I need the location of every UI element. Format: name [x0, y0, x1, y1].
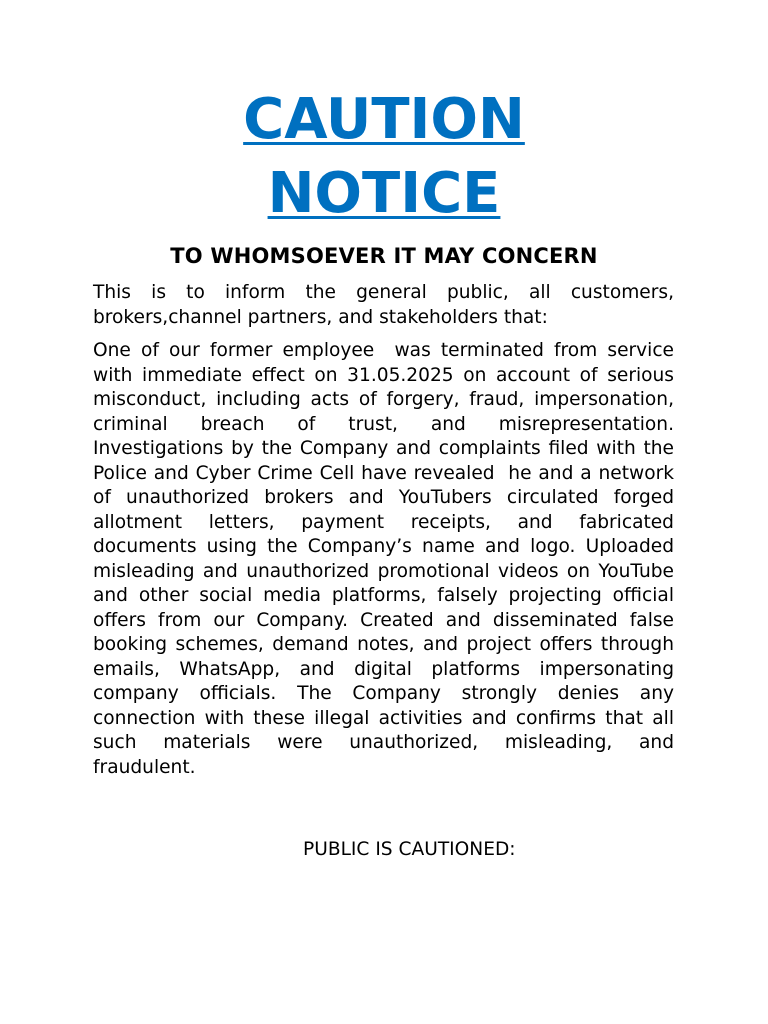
intro-paragraph: This is to inform the general public, all customers, brokers,channel partners, and stakeholders that: — [93, 282, 680, 328]
notice-title-line-1: CAUTION — [243, 87, 525, 152]
body-paragraph: One of our former employee was terminated from service with immediate effect on 31.05.2025 on account of serious misconduct, including acts of forgery, fraud, impersonation, criminal breach of trust, and misrepresentation. Investigations by the Company and complaints filed with the Police and Cyber Crime Cell have revealed he and a network of unauthorized brokers and YouTubers circulated forged allotment letters, payment receipts, and fabricated documents using the Company’s name and logo. Uploaded misleading and unauthorized promotional videos on YouTube and other social media platforms, falsely projecting official offers from our Company. Created and disseminated false booking schemes, demand notes, and project offers through emails, WhatsApp, and digital platforms impersonating company officials. The Company strongly denies any connection with these illegal activities and confirms that all such materials were unauthorized, misleading, and fraudulent. — [93, 340, 680, 778]
public-cautioned-heading: PUBLIC IS CAUTIONED: — [303, 839, 516, 860]
notice-title-second-line — [0, 158, 768, 230]
notice-subtitle: TO WHOMSOEVER IT MAY CONCERN — [170, 244, 598, 268]
notice-title-line-2: NOTICE — [267, 161, 501, 226]
notice-title — [0, 84, 768, 156]
